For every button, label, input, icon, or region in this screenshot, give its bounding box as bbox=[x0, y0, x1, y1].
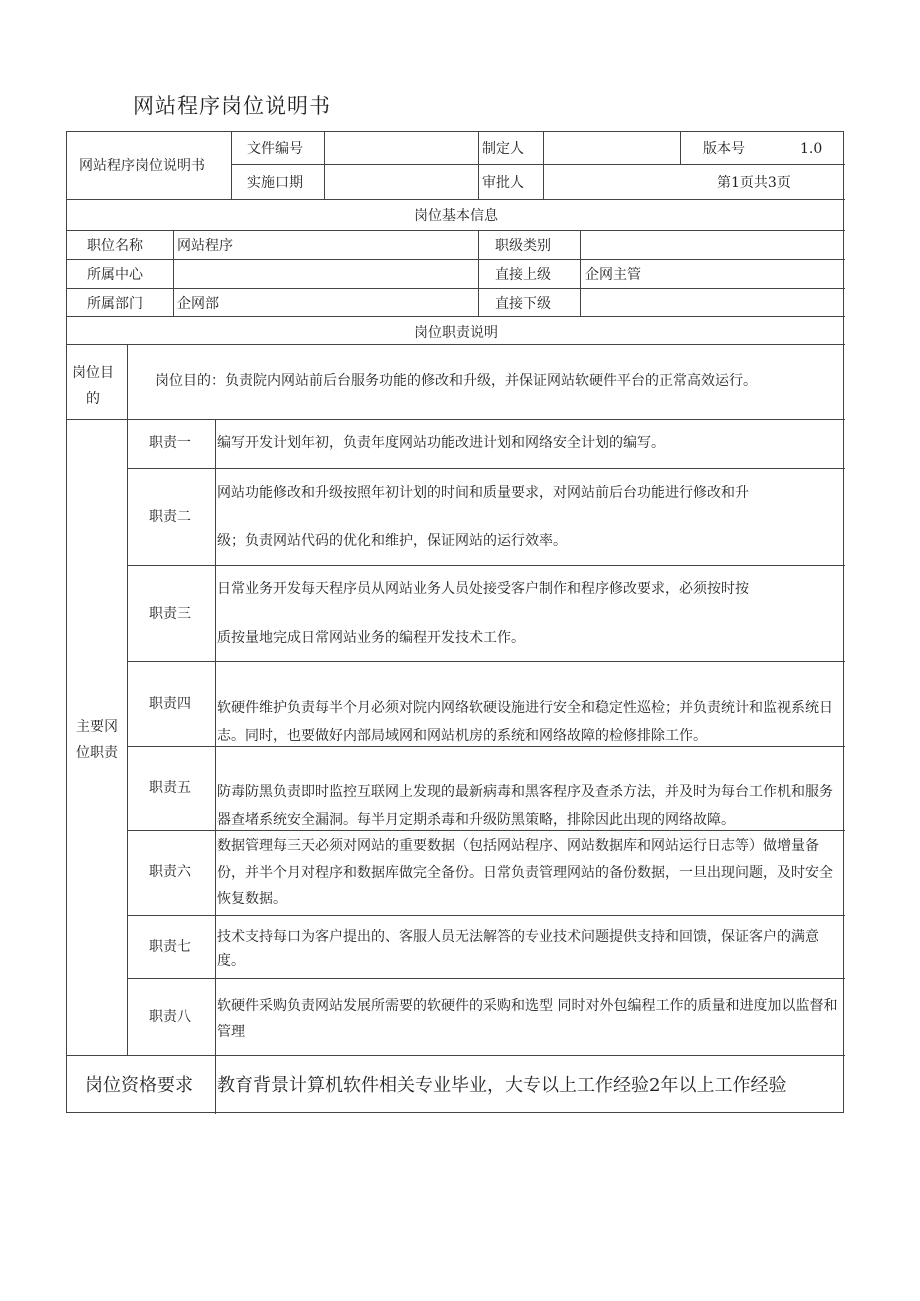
row-divider bbox=[67, 288, 845, 289]
qualification-text: 教育背景计算机软件相关专业毕业，大专以上工作经验2年以上工作经验 bbox=[217, 1075, 787, 1096]
superior-label: 直接上级 bbox=[495, 267, 551, 283]
row-divider bbox=[127, 978, 845, 979]
page-info: 第1页共3页 bbox=[717, 175, 791, 191]
center-label: 所属中心 bbox=[87, 267, 143, 283]
col-divider bbox=[580, 230, 581, 316]
duty-text: 编写开发计划年初，负责年度网站功能改进计划和网络安全计划的编写。 bbox=[217, 435, 665, 451]
row-divider bbox=[127, 468, 845, 469]
duty-label: 职责三 bbox=[149, 606, 191, 622]
row-divider bbox=[127, 565, 845, 566]
col-divider bbox=[680, 132, 681, 164]
page-title: 网站程序岗位说明书 bbox=[133, 94, 331, 118]
duty-label: 职责七 bbox=[149, 939, 191, 955]
version-label: 版本号 bbox=[703, 141, 745, 157]
duty-text: 防毒防黑负责即时监控互联网上发现的最新病毒和黑客程序及查杀方法，并及时为每台工作机和服务器查堵系统安全漏洞。每半月定期杀毒和升级防黑策略，排除因此出现的网络故障。 bbox=[217, 784, 833, 828]
duty-label: 职责一 bbox=[149, 435, 191, 451]
grade-label: 职级类别 bbox=[495, 238, 551, 254]
section-basic-info: 岗位基本信息 bbox=[414, 208, 498, 224]
col-divider bbox=[324, 132, 325, 199]
duty-text: 网站功能修改和升级按照年初计划的时间和质量要求，对网站前后台功能进行修改和升 bbox=[217, 485, 749, 501]
row-divider bbox=[67, 316, 845, 317]
duty-text: 级；负责网站代码的优化和维护，保证网站的运行效率。 bbox=[217, 533, 567, 549]
duty-text: 软硬件维护负责每半个月必须对院内网络软硬设施进行安全和稳定性巡检；并负责统计和监视系统日志。同时，也要做好内部局域网和网站机房的系统和网络故障的检修排除工作。 bbox=[217, 700, 833, 744]
col-divider bbox=[543, 132, 544, 199]
approver-label: 审批人 bbox=[482, 175, 524, 191]
purpose-label: 岗位目的 bbox=[72, 365, 114, 407]
duty-label: 职责四 bbox=[149, 696, 191, 712]
duty-label: 职责六 bbox=[149, 864, 191, 880]
duty-label: 职责二 bbox=[149, 509, 191, 525]
row-divider bbox=[67, 230, 845, 231]
row-divider bbox=[67, 259, 845, 260]
col-divider bbox=[478, 132, 479, 199]
file-no-label: 文件编号 bbox=[247, 141, 303, 157]
row-divider bbox=[127, 915, 845, 916]
col-divider bbox=[127, 344, 128, 1055]
col-divider bbox=[173, 230, 174, 316]
duty-label: 职责五 bbox=[149, 780, 191, 796]
version-value: 1.0 bbox=[800, 141, 823, 157]
row-divider bbox=[67, 1055, 845, 1056]
doc-name-cell: 网站程序岗位说明书 bbox=[79, 158, 205, 174]
effective-date-label: 实施口期 bbox=[247, 175, 303, 191]
maker-label: 制定人 bbox=[482, 141, 524, 157]
qualification-label: 岗位资格要求 bbox=[85, 1075, 193, 1096]
duty-text: 技术支持每口为客户提出的、客服人员无法解答的专业技术问题提供支持和回馈，保证客户的满意度。 bbox=[217, 929, 819, 969]
main-duties-label: 主要冈位职责 bbox=[76, 719, 118, 761]
subordinate-label: 直接下级 bbox=[495, 296, 551, 312]
section-duties: 岗位职责说明 bbox=[414, 325, 498, 341]
job-name-value: 网站程序 bbox=[177, 238, 233, 254]
row-divider bbox=[67, 199, 845, 200]
row-divider bbox=[127, 661, 845, 662]
job-name-label: 职位名称 bbox=[87, 238, 143, 254]
dept-value: 企网部 bbox=[177, 296, 219, 312]
job-description-table bbox=[66, 131, 844, 1113]
duty-text: 软硬件采购负责网站发展所需要的软硬件的采购和选型 同时对外包编程工作的质量和进度加以监督和管理 bbox=[217, 998, 838, 1040]
col-divider bbox=[231, 132, 232, 199]
purpose-text: 岗位目的：负责院内网站前后台服务功能的修改和升级，并保证网站软硬件平台的正常高效运行。 bbox=[155, 373, 757, 389]
row-divider bbox=[67, 419, 845, 420]
dept-label: 所属部门 bbox=[87, 296, 143, 312]
col-divider bbox=[215, 419, 216, 1114]
duty-label: 职责八 bbox=[149, 1009, 191, 1025]
superior-value: 企网主管 bbox=[585, 267, 641, 283]
duty-text: 质按量地完成日常网站业务的编程开发技术工作。 bbox=[217, 630, 525, 646]
col-divider bbox=[478, 230, 479, 316]
duty-text: 日常业务开发每天程序员从网站业务人员处接受客户制作和程序修改要求，必须按时按 bbox=[217, 581, 749, 597]
duty-text: 数据管理每三天必须对网站的重要数据（包括网站程序、网站数据库和网站运行日志等）做增量备份，并半个月对程序和数据库做完全备份。日常负责管理网站的备份数据，一旦出现问题，及时安全恢复数据。 bbox=[217, 838, 833, 907]
